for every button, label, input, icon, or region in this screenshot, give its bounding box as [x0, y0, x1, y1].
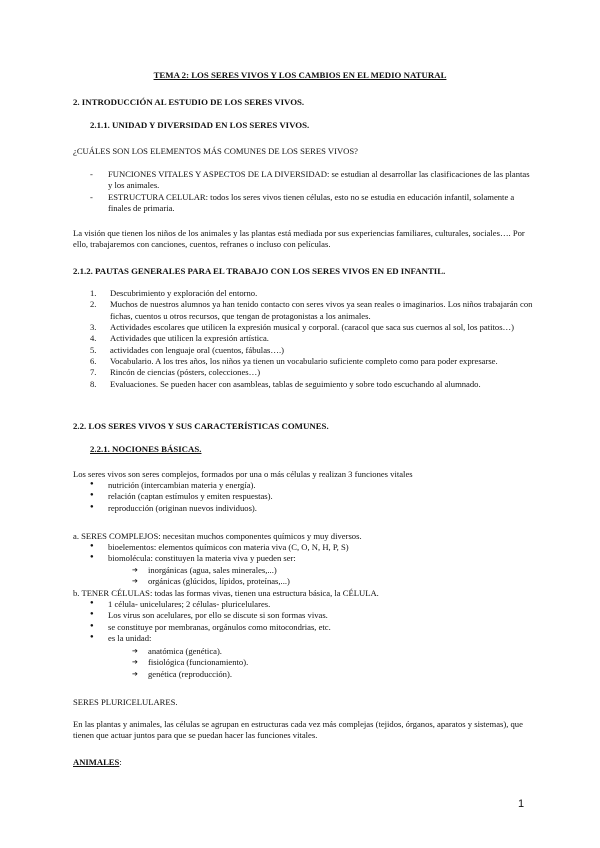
pautas-list	[90, 288, 535, 390]
list-item: 8. Evaluaciones. Se pueden hacer con asambleas, tablas de seguimiento y sobre todo escuchando al alumnado.	[90, 378, 481, 389]
list-item: ➔ genética (reproducción).	[132, 669, 512, 680]
list-item: - FUNCIONES VITALES Y ASPECTOS DE LA DIVERSIDAD: se estudian al desarrollar las clasificaciones de las plantas y los animales.	[90, 169, 530, 192]
funciones-list	[90, 480, 530, 514]
pluricelulares-heading: SERES PLURICELULARES.	[73, 697, 178, 707]
list-item: ● nutrición (intercambian materia y energía).	[90, 480, 530, 491]
list-item: ● es la unidad:	[90, 633, 530, 644]
list-item: ● bioelementos: elementos químicos con materia viva (C, O, N, H, P, S)	[90, 542, 530, 553]
list-item: 4. Actividades que utilicen la expresión artística.	[90, 333, 269, 344]
animales-heading: ANIMALES:	[73, 757, 122, 767]
section-2-2-1-heading: 2.2.1. NOCIONES BÁSICAS.	[90, 444, 202, 454]
list-item: ➔ orgánicas (glúcidos, lípidos, proteínas,...)	[132, 576, 512, 587]
list-item: 1. Descubrimiento y exploración del entorno.	[90, 288, 258, 298]
celulas-line: b. TENER CÉLULAS: todas las formas vivas, tienen una estructura básica, la CÉLULA.	[73, 588, 379, 598]
complejos-line: a. SERES COMPLEJOS: necesitan muchos componentes químicos y muy diversos.	[73, 531, 362, 541]
page-number: 1	[518, 798, 525, 810]
paragraph-pluricelulares: En las plantas y animales, las células se agrupan en estructuras cada vez más complejas (tejidos, órganos, aparatos y sistemas), que tienen que actuar juntos para que se puedan hacer las funciones vitales.	[73, 719, 523, 741]
list-item: ● se constituye por membranas, orgánulos como mitocondrias, etc.	[90, 622, 530, 633]
biomolecula-sublist	[132, 565, 512, 588]
list-item: ● 1 célula- unicelulares; 2 células- pluricelulares.	[90, 599, 530, 610]
list-item: ● reproducción (originan nuevos individuos).	[90, 503, 530, 514]
list-item: 6. Vocabulario. A los tres años, los niños ya tienen un vocabulario suficiente completo como para poder expresarse.	[90, 356, 498, 367]
list-item: ➔ inorgánicas (agua, sales minerales,...)	[132, 565, 512, 576]
list-item: ● Los virus son acelulares, por ello se discute si son formas vivas.	[90, 610, 530, 621]
paragraph-vision: La visión que tienen los niños de los animales y las plantas está mediada por sus experiencias familiares, culturales, sociales…. Por ello, trabajaremos con canciones, cuentos, refranes o incluso con películas.	[73, 228, 525, 250]
diversity-list	[90, 169, 530, 214]
list-item: ➔ fisiológica (funcionamiento).	[132, 657, 512, 668]
question-line: ¿CUÁLES SON LOS ELEMENTOS MÁS COMUNES DE LOS SERES VIVOS?	[73, 146, 358, 156]
list-item: ➔ anatómica (genética).	[132, 646, 512, 657]
list-item: ● biomolécula: constituyen la materia viva y pueden ser:	[90, 553, 530, 564]
list-item: 2. Muchos de nuestros alumnos ya han tenido contacto con seres vivos ya sean reales o imaginarios. Los niños trabajarán con fichas, cuentos u otros recursos, que tengan de protagonistas a los animales.	[90, 299, 533, 321]
list-item: - ESTRUCTURA CELULAR: todos los seres vivos tienen células, esto no se estudia en educación infantil, solamente a finales de primaria.	[90, 192, 530, 215]
list-item: 3. Actividades escolares que utilicen la expresión musical y corporal. (caracol que saca sus cuernos al sol, los patitos…)	[90, 322, 515, 333]
celulas-list	[90, 599, 530, 644]
section-2-1-1-heading: 2.1.1. UNIDAD Y DIVERSIDAD EN LOS SERES VIVOS.	[90, 120, 310, 130]
section-2-heading: 2. INTRODUCCIÓN AL ESTUDIO DE LOS SERES VIVOS.	[73, 97, 305, 107]
unidad-sublist	[132, 646, 512, 680]
section-2-1-2-heading: 2.1.2. PAUTAS GENERALES PARA EL TRABAJO CON LOS SERES VIVOS EN ED INFANTIL.	[73, 266, 446, 276]
section-2-2-heading: 2.2. LOS SERES VIVOS Y SUS CARACTERÍSTICAS COMUNES.	[73, 421, 329, 431]
document-title: TEMA 2: LOS SERES VIVOS Y LOS CAMBIOS EN EL MEDIO NATURAL	[153, 70, 447, 80]
paragraph-seres-vivos: Los seres vivos son seres complejos, formados por una o más células y realizan 3 funciones vitales	[73, 469, 413, 479]
list-item: ● relación (captan estímulos y emiten respuestas).	[90, 491, 530, 502]
list-item: 5. actividades con lenguaje oral (cuentos, fábulas….)	[90, 344, 284, 355]
list-item: 7. Rincón de ciencias (pósters, colecciones…)	[90, 367, 261, 378]
complejos-list	[90, 542, 530, 565]
